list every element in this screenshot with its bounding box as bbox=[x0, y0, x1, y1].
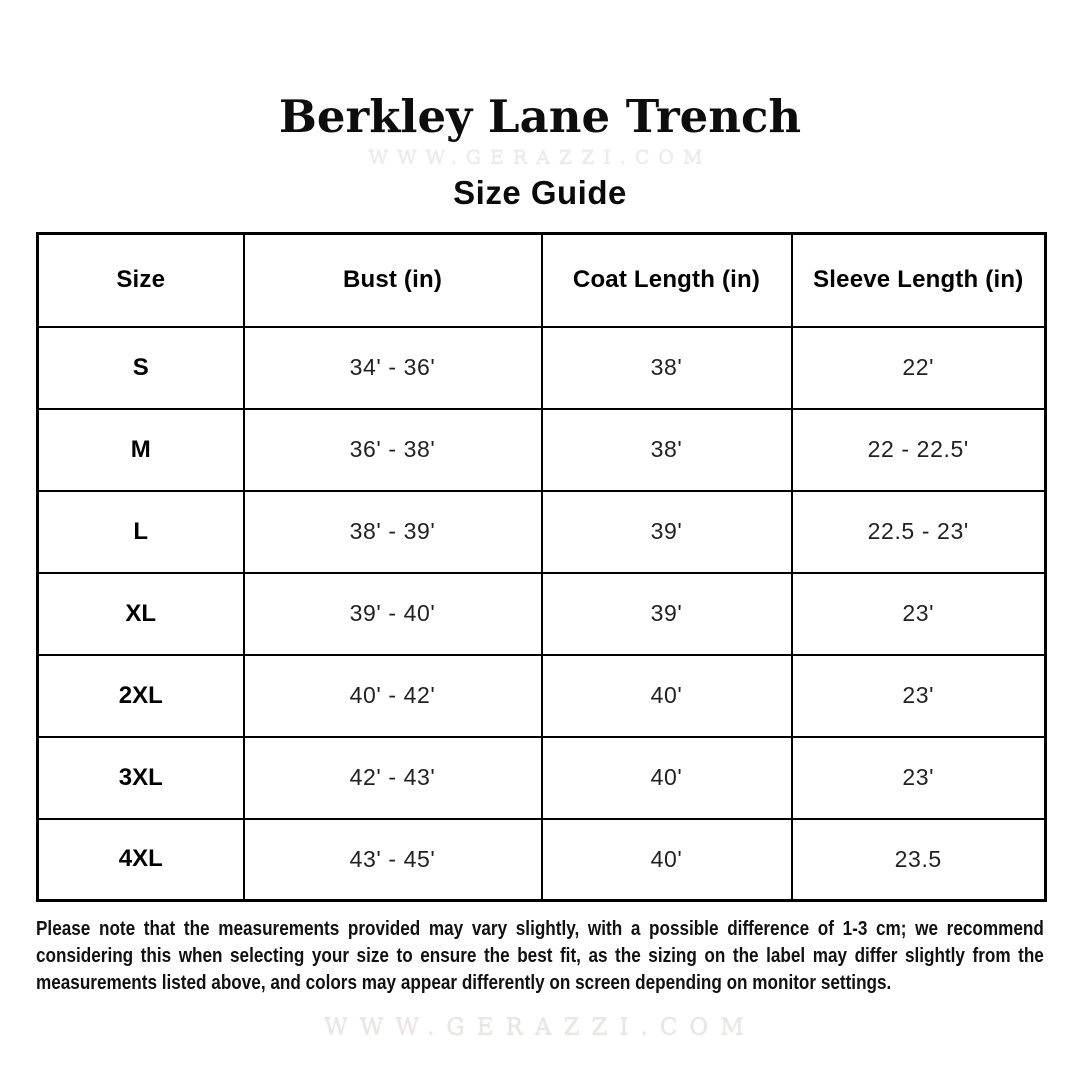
coat-length-cell: 39' bbox=[542, 573, 792, 655]
sleeve-length-cell: 23.5 bbox=[792, 819, 1046, 901]
coat-length-cell: 40' bbox=[542, 737, 792, 819]
sleeve-length-cell: 23' bbox=[792, 737, 1046, 819]
size-cell: XL bbox=[38, 573, 244, 655]
table-row bbox=[38, 655, 1046, 737]
bust-cell: 42' - 43' bbox=[244, 737, 542, 819]
table-row bbox=[38, 819, 1046, 901]
bust-cell: 36' - 38' bbox=[244, 409, 542, 491]
coat-length-cell: 38' bbox=[542, 327, 792, 409]
coat-length-cell: 38' bbox=[542, 409, 792, 491]
column-header-sleeve-length: Sleeve Length (in) bbox=[792, 234, 1046, 327]
size-cell: S bbox=[38, 327, 244, 409]
bust-cell: 39' - 40' bbox=[244, 573, 542, 655]
bust-cell: 34' - 36' bbox=[244, 327, 542, 409]
disclaimer-text: Please note that the measurements provided may vary slightly, with a possible difference of 1-3 cm; we recommend considering this when selecting your size to ensure the best fit, as the sizing on the label may differ slightly from the measurements listed above, and colors may appear differently on screen depending on monitor settings. bbox=[36, 918, 1044, 994]
size-cell: M bbox=[38, 409, 244, 491]
coat-length-cell: 40' bbox=[542, 819, 792, 901]
table-row bbox=[38, 409, 1046, 491]
coat-length-cell: 40' bbox=[542, 655, 792, 737]
table-row bbox=[38, 327, 1046, 409]
size-cell: 3XL bbox=[38, 737, 244, 819]
watermark-text-top: WWW.GERAZZI.COM bbox=[368, 146, 712, 168]
header-row bbox=[38, 234, 1046, 327]
bust-cell: 38' - 39' bbox=[244, 491, 542, 573]
size-cell: 2XL bbox=[38, 655, 244, 737]
size-cell: L bbox=[38, 491, 244, 573]
column-header-bust: Bust (in) bbox=[244, 234, 542, 327]
size-guide-heading: Size Guide bbox=[453, 174, 627, 211]
bust-cell: 43' - 45' bbox=[244, 819, 542, 901]
sleeve-length-cell: 22.5 - 23' bbox=[792, 491, 1046, 573]
table-row bbox=[38, 491, 1046, 573]
sleeve-length-cell: 23' bbox=[792, 655, 1046, 737]
table-row bbox=[38, 737, 1046, 819]
size-guide-table bbox=[36, 232, 1047, 902]
coat-length-cell: 39' bbox=[542, 491, 792, 573]
column-header-coat-length: Coat Length (in) bbox=[542, 234, 792, 327]
sleeve-length-cell: 22' bbox=[792, 327, 1046, 409]
table-row bbox=[38, 573, 1046, 655]
bust-cell: 40' - 42' bbox=[244, 655, 542, 737]
sleeve-length-cell: 22 - 22.5' bbox=[792, 409, 1046, 491]
sleeve-length-cell: 23' bbox=[792, 573, 1046, 655]
size-cell: 4XL bbox=[38, 819, 244, 901]
watermark-text-bottom: WWW.GERAZZI.COM bbox=[324, 1014, 756, 1040]
column-header-size: Size bbox=[38, 234, 244, 327]
product-title: Berkley Lane Trench bbox=[278, 90, 802, 143]
